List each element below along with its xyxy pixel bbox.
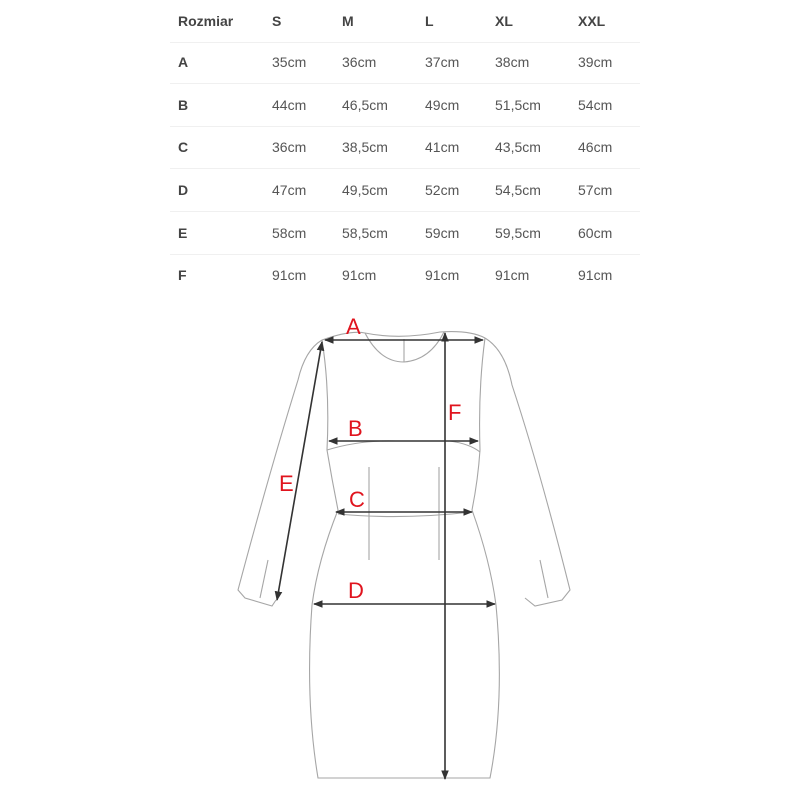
header-cell: L bbox=[425, 13, 434, 29]
table-cell: 49,5cm bbox=[342, 182, 388, 198]
table-cell: 43,5cm bbox=[495, 139, 541, 155]
table-cell: 51,5cm bbox=[495, 97, 541, 113]
table-cell: 91cm bbox=[578, 267, 613, 283]
header-cell: XXL bbox=[578, 13, 606, 29]
table-cell: 91cm bbox=[272, 267, 307, 283]
table-cell: 54cm bbox=[578, 97, 613, 113]
label-f: F bbox=[448, 400, 462, 425]
table-cell: 36cm bbox=[272, 139, 307, 155]
table-cell: 46cm bbox=[578, 139, 613, 155]
table-cell: 59cm bbox=[425, 225, 460, 241]
label-b: B bbox=[348, 416, 363, 441]
row-label: E bbox=[178, 225, 188, 241]
table-cell: 58,5cm bbox=[342, 225, 388, 241]
table-cell: 91cm bbox=[495, 267, 530, 283]
table-row bbox=[170, 41, 640, 84]
label-d: D bbox=[348, 578, 364, 603]
table-cell: 49cm bbox=[425, 97, 460, 113]
table-cell: 39cm bbox=[578, 54, 613, 70]
table-cell: 41cm bbox=[425, 139, 460, 155]
label-c: C bbox=[349, 487, 365, 512]
table-cell: 44cm bbox=[272, 97, 307, 113]
measurement-arrows bbox=[277, 333, 495, 779]
row-label: D bbox=[178, 182, 189, 198]
table-cell: 91cm bbox=[425, 267, 460, 283]
header-cell: S bbox=[272, 13, 282, 29]
table-cell: 37cm bbox=[425, 54, 460, 70]
table-cell: 38cm bbox=[495, 54, 530, 70]
header-cell: XL bbox=[495, 13, 513, 29]
table-cell: 35cm bbox=[272, 54, 307, 70]
table-header-row bbox=[170, 0, 640, 43]
table-row bbox=[170, 84, 640, 127]
table-cell: 47cm bbox=[272, 182, 307, 198]
table-cell: 38,5cm bbox=[342, 139, 388, 155]
row-label: F bbox=[178, 267, 187, 283]
label-e: E bbox=[279, 471, 294, 496]
table-row bbox=[170, 126, 640, 169]
measurement-labels bbox=[279, 314, 461, 603]
table-cell: 59,5cm bbox=[495, 225, 541, 241]
row-label: A bbox=[178, 54, 189, 70]
table-cell: 52cm bbox=[425, 182, 460, 198]
table-cell: 54,5cm bbox=[495, 182, 541, 198]
dress-outline bbox=[238, 332, 570, 778]
row-label: C bbox=[178, 139, 189, 155]
table-row bbox=[170, 169, 640, 212]
arrow-e bbox=[277, 342, 322, 600]
table-row bbox=[170, 212, 640, 255]
header-cell: M bbox=[342, 13, 354, 29]
table-cell: 57cm bbox=[578, 182, 613, 198]
table-cell: 58cm bbox=[272, 225, 307, 241]
table-row bbox=[170, 254, 640, 296]
table-cell: 60cm bbox=[578, 225, 613, 241]
row-label: B bbox=[178, 97, 189, 113]
table-cell: 46,5cm bbox=[342, 97, 388, 113]
table-cell: 36cm bbox=[342, 54, 377, 70]
label-a: A bbox=[346, 314, 361, 339]
table-cell: 91cm bbox=[342, 267, 377, 283]
header-cell: Rozmiar bbox=[178, 13, 234, 29]
